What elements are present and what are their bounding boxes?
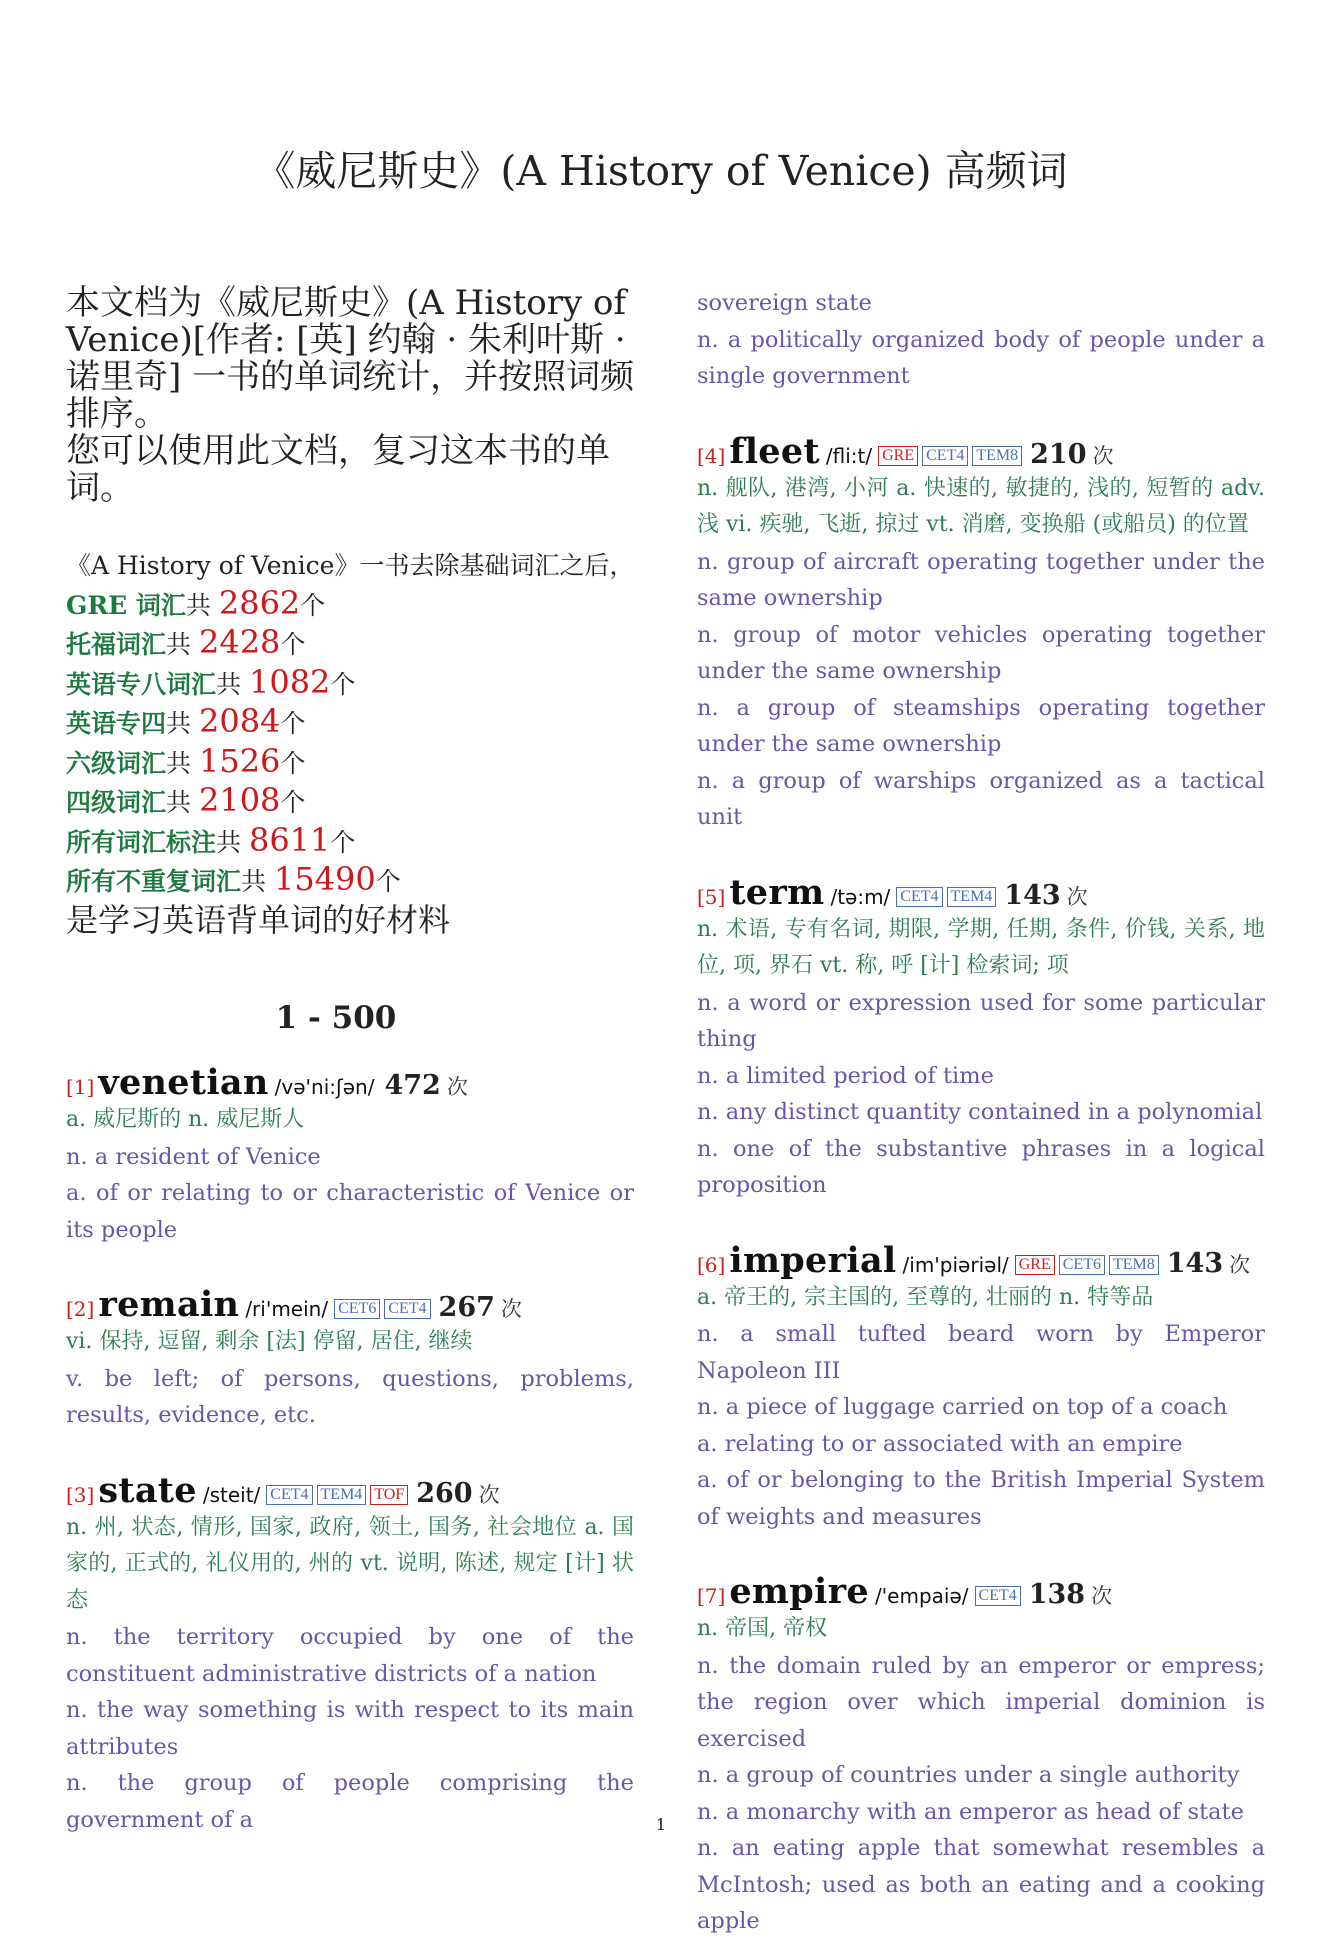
stats-unit: 个: [280, 709, 306, 738]
headword-line: [697, 872, 1265, 912]
frequency-count: 143: [1166, 1247, 1224, 1279]
english-definition: n. a small tufted beard worn by Emperor Napoleon III: [697, 1321, 1265, 1384]
headword-line: [66, 1470, 634, 1510]
english-definition: n. group of motor vehicles operating together under the same ownership: [697, 621, 1265, 684]
exam-tag: TEM4: [317, 1485, 367, 1505]
stats-count: 2862: [218, 583, 301, 622]
stats-count: 1082: [248, 662, 331, 701]
word-entry: [66, 1284, 634, 1434]
english-definition: n. any distinct quantity contained in a polynomial: [697, 1099, 1263, 1125]
entry-gap: [697, 1535, 1265, 1571]
continuation-entry: [697, 285, 1265, 395]
english-definition: n. group of aircraft operating together under the same ownership: [697, 548, 1265, 611]
headword-line: [66, 1284, 634, 1324]
headword: fleet: [729, 430, 820, 472]
exam-tag: CET4: [384, 1299, 430, 1319]
headword: state: [98, 1469, 197, 1511]
stats-row: [66, 624, 646, 664]
chinese-definition: n. 舰队, 港湾, 小河 a. 快速的, 敏捷的, 浅的, 短暂的 adv. 浅 vi. 疾驰, 飞逝, 掠过 vt. 消磨, 变换船 (或船员) 的位置: [697, 475, 1265, 537]
exam-tag: CET4: [266, 1485, 312, 1505]
english-definition: n. the way something is with respect to its main attributes: [66, 1697, 634, 1760]
headword: term: [729, 871, 825, 913]
exam-tag: TEM4: [947, 887, 997, 907]
phonetic: /im'piəriəl/: [902, 1252, 1009, 1277]
headword: imperial: [729, 1239, 897, 1281]
document-title: 《威尼斯史》(A History of Venice) 高频词: [254, 147, 1068, 195]
phonetic: /'empaiə/: [874, 1584, 969, 1608]
english-definition: a. relating to or associated with an empire: [697, 1430, 1183, 1457]
english-definition: n. a group of warships organized as a tactical unit: [697, 767, 1265, 830]
headword-line: [697, 1240, 1265, 1280]
headword: remain: [98, 1284, 240, 1325]
stats-count: 2108: [198, 781, 281, 819]
stats-mid: 共: [166, 748, 199, 778]
word-entry: [66, 1062, 634, 1248]
english-definition: n. the domain ruled by an emperor or empress; the region over which imperial dominion is exercised: [697, 1652, 1265, 1752]
entry-index: [3]: [66, 1482, 95, 1507]
left-entry-list: [66, 1062, 634, 1838]
stats-label: 六级词汇: [66, 748, 167, 778]
stats-unit: 个: [280, 748, 306, 778]
english-definition: n. a word or expression used for some particular thing: [697, 989, 1265, 1052]
entry-index: [5]: [697, 884, 726, 909]
page-number: 1: [655, 1815, 667, 1834]
right-entries: [697, 431, 1265, 1940]
intro-paragraph-2: 您可以使用此文档，复习这本书的单词。: [66, 431, 610, 508]
entry-index: [6]: [697, 1252, 726, 1277]
chinese-definition: a. 帝王的, 宗主国的, 至尊的, 壮丽的 n. 特等品: [697, 1284, 1154, 1310]
english-definition: v. be left; of persons, questions, problems, results, evidence, etc.: [66, 1365, 634, 1428]
stats-label: 四级词汇: [66, 788, 167, 817]
frequency-unit: 次: [500, 1297, 522, 1321]
stats-count: 8611: [248, 820, 331, 859]
headword-line: [66, 1062, 634, 1102]
entry-gap: [697, 836, 1265, 872]
frequency-unit: 次: [1229, 1252, 1251, 1277]
continuation-def: n. a politically organized body of people under a single government: [697, 326, 1265, 389]
range-heading: 1 - 500: [275, 1000, 397, 1036]
frequency-unit: 次: [1092, 443, 1114, 468]
stats-label: 所有词汇标注: [66, 827, 217, 857]
english-definition: a. of or relating to or characteristic of Venice or its people: [66, 1180, 634, 1243]
english-definition: n. one of the substantive phrases in a logical proposition: [697, 1135, 1265, 1198]
english-definition: a. of or belonging to the British Imperial System of weights and measures: [697, 1467, 1265, 1530]
english-definition: n. a limited period of time: [697, 1062, 994, 1089]
stats-row: [66, 822, 646, 862]
stats-count: 2428: [198, 623, 281, 661]
frequency-count: 260: [416, 1477, 473, 1509]
chinese-definition: a. 威尼斯的 n. 威尼斯人: [66, 1107, 305, 1132]
headword-line: [697, 1571, 1265, 1611]
entry-index: [2]: [66, 1297, 95, 1321]
stats-row: [66, 664, 646, 704]
stats-row: [66, 782, 646, 822]
stats-row: [66, 743, 646, 783]
stats-unit: 个: [300, 590, 326, 620]
frequency-unit: 次: [1091, 1584, 1113, 1608]
entry-index: [1]: [66, 1075, 95, 1099]
stats-label: 英语专八词汇: [66, 669, 217, 699]
entry-index: [4]: [697, 443, 726, 468]
headword-line: [697, 431, 1265, 471]
stats-closing: 是学习英语背单词的好材料: [66, 900, 451, 939]
english-definition: n. a group of steamships operating together under the same ownership: [697, 694, 1265, 757]
word-entry: [697, 1240, 1265, 1536]
exam-tag: GRE: [878, 446, 918, 466]
stats-mid: 共: [166, 630, 199, 659]
word-entry: [66, 1470, 634, 1839]
english-definition: n. a resident of Venice: [66, 1143, 321, 1170]
stats-unit: 个: [280, 788, 306, 817]
english-definition: n. a group of countries under a single authority: [697, 1762, 1240, 1788]
continuation-head: sovereign state: [697, 290, 872, 316]
stats-label: GRE 词汇: [66, 590, 186, 620]
stats-mid: 共: [166, 788, 199, 817]
frequency-unit: 次: [478, 1482, 500, 1507]
stats-rows: [66, 585, 646, 901]
headword: venetian: [98, 1062, 269, 1103]
exam-tag: TEM8: [972, 446, 1022, 466]
stats-lead: 《A History of Venice》一书去除基础词汇之后，: [66, 551, 635, 580]
stats-unit: 个: [330, 669, 356, 699]
stats-count: 2084: [198, 702, 281, 740]
stats-mid: 共: [241, 867, 274, 896]
frequency-count: 472: [384, 1070, 441, 1101]
stats-label: 所有不重复词汇: [66, 867, 242, 896]
chinese-definition: n. 帝国, 帝权: [697, 1616, 828, 1641]
english-definition: n. a piece of luggage carried on top of a coach: [697, 1394, 1228, 1420]
headword: empire: [729, 1571, 869, 1612]
entry-gap: [66, 1434, 634, 1470]
exam-tag: CET4: [975, 1586, 1021, 1606]
chinese-definition: vi. 保持, 逗留, 剩余 [法] 停留, 居住, 继续: [66, 1329, 473, 1354]
exam-tag: CET4: [922, 446, 968, 466]
stats-label: 英语专四: [66, 709, 167, 738]
phonetic: /tə:m/: [830, 884, 891, 909]
english-definition: n. a monarchy with an emperor as head of state: [697, 1798, 1244, 1825]
english-definition: n. the territory occupied by one of the constituent administrative districts of a nation: [66, 1624, 634, 1687]
stats-count: 15490: [273, 860, 376, 898]
stats-mid: 共: [166, 709, 199, 738]
stats-mid: 共: [185, 590, 219, 620]
word-entry: [697, 431, 1265, 836]
stats-label: 托福词汇: [66, 630, 167, 659]
stats-row: [66, 585, 646, 625]
stats-row: [66, 861, 646, 901]
stats-row: [66, 703, 646, 743]
entry-gap: [697, 395, 1265, 431]
phonetic: /fli:t/: [825, 443, 873, 468]
stats-mid: 共: [216, 827, 249, 857]
english-definition: n. the group of people comprising the government of a: [66, 1770, 634, 1833]
exam-tag: CET6: [334, 1299, 380, 1319]
chinese-definition: n. 州, 状态, 情形, 国家, 政府, 领土, 国务, 社会地位 a. 国家的, 正式的, 礼仪用的, 州的 vt. 说明, 陈述, 规定 [计] 状态: [66, 1514, 634, 1613]
word-entry: [697, 1571, 1265, 1940]
right-entry-list: [697, 285, 1265, 1940]
frequency-count: 143: [1004, 879, 1061, 911]
exam-tag: TEM8: [1109, 1255, 1159, 1275]
entry-index: [7]: [697, 1584, 726, 1608]
intro-paragraph-1: 本文档为《威尼斯史》(A History of Venice)[作者: [英] 约翰 · 朱利叶斯 · 诺里奇] 一书的单词统计，并按照词频排序。: [66, 283, 635, 434]
exam-tag: CET6: [1059, 1255, 1105, 1275]
exam-tag: CET4: [896, 887, 942, 907]
frequency-unit: 次: [446, 1075, 468, 1099]
stats-block: [66, 548, 646, 939]
frequency-unit: 次: [1066, 884, 1088, 909]
stats-unit: 个: [280, 630, 306, 659]
exam-tag: GRE: [1015, 1255, 1055, 1275]
frequency-count: 138: [1028, 1579, 1086, 1610]
stats-unit: 个: [330, 827, 356, 857]
word-entry: [697, 872, 1265, 1204]
frequency-count: 210: [1030, 438, 1087, 470]
entry-gap: [697, 1204, 1265, 1240]
stats-mid: 共: [216, 669, 249, 699]
phonetic: /steit/: [202, 1482, 261, 1507]
chinese-definition: n. 术语, 专有名词, 期限, 学期, 任期, 条件, 价钱, 关系, 地位, 项, 界石 vt. 称, 呼 [计] 检索词; 项: [697, 916, 1265, 978]
frequency-count: 267: [438, 1292, 495, 1323]
intro-text: [66, 285, 646, 507]
stats-count: 1526: [198, 741, 281, 780]
stats-unit: 个: [375, 867, 401, 896]
exam-tag: TOF: [370, 1485, 408, 1505]
phonetic: /və'ni:ʃən/: [274, 1075, 375, 1099]
entry-gap: [66, 1248, 634, 1284]
english-definition: n. an eating apple that somewhat resembles a McIntosh; used as both an eating and a cooking apple: [697, 1835, 1265, 1934]
phonetic: /ri'mein/: [245, 1297, 329, 1321]
